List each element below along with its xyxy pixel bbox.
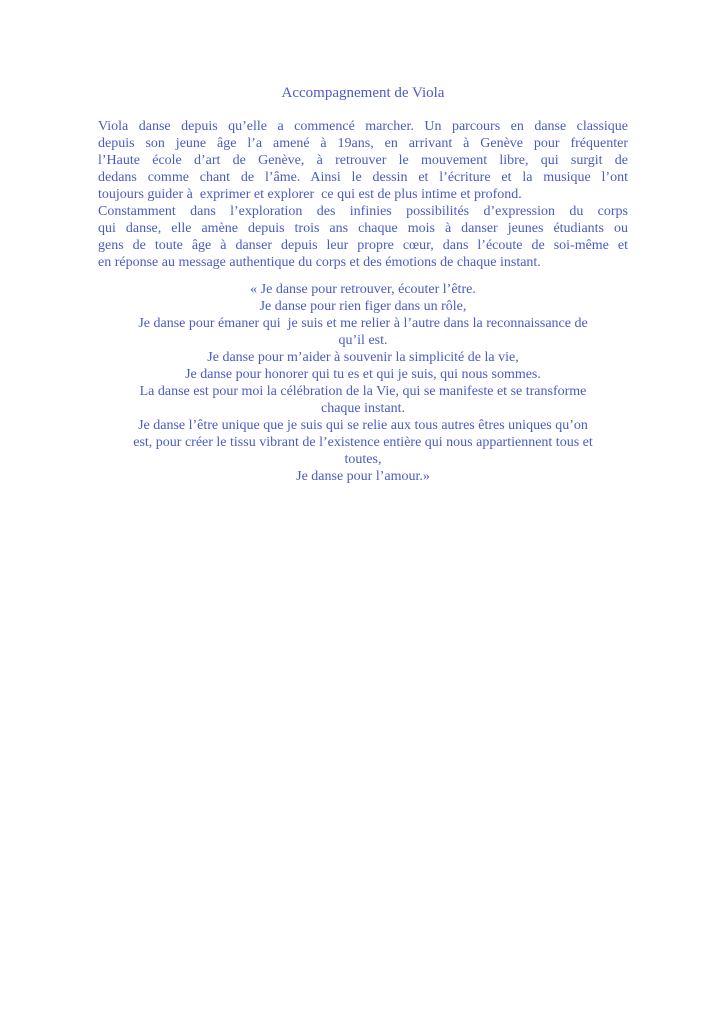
- intro-paragraph-2: [98, 203, 628, 271]
- page-title: Accompagnement de Viola: [281, 85, 445, 101]
- text-line: qu’il est.: [338, 333, 388, 348]
- text-line: Viola danse depuis qu’elle a commencé marcher. Un parcours en danse classique: [98, 119, 628, 134]
- text-line: chaque instant.: [321, 401, 405, 416]
- text-line: toujours guider à exprimer et explorer ce qui est de plus intime et profond.: [98, 187, 522, 202]
- text-line: Je danse pour l’amour.»: [296, 469, 430, 484]
- text-line: Constamment dans l’exploration des infinies possibilités d’expression du corps: [98, 204, 628, 219]
- text-line: qui danse, elle amène depuis trois ans chaque mois à danser jeunes étudiants ou: [98, 221, 628, 236]
- text-line: Je danse pour rien figer dans un rôle,: [259, 299, 467, 314]
- document-body: [98, 118, 628, 485]
- text-line: dedans comme chant de l’âme. Ainsi le dessin et l’écriture et la musique l’ont: [98, 170, 628, 185]
- text-line: depuis son jeune âge l’a amené à 19ans, en arrivant à Genève pour fréquenter: [98, 136, 628, 151]
- text-line: Je danse pour m’aider à souvenir la simplicité de la vie,: [207, 350, 519, 365]
- intro-paragraph-1: [98, 118, 628, 203]
- text-line: gens de toute âge à danser depuis leur propre cœur, dans l’écoute de soi-même et: [98, 238, 628, 253]
- text-line: Je danse pour honorer qui tu es et qui je suis, qui nous sommes.: [185, 367, 541, 382]
- text-line: l’Haute école d’art de Genève, à retrouver le mouvement libre, qui surgit de: [98, 153, 628, 168]
- text-line: est, pour créer le tissu vibrant de l’existence entière qui nous appartiennent tous et: [133, 435, 593, 450]
- text-line: en réponse au message authentique du corps et des émotions de chaque instant.: [98, 255, 541, 270]
- text-line: La danse est pour moi la célébration de la Vie, qui se manifeste et se transforme: [139, 384, 587, 399]
- text-line: toutes,: [344, 452, 382, 467]
- text-line: Je danse pour émaner qui je suis et me relier à l’autre dans la reconnaissance de: [138, 316, 588, 331]
- dance-poem-quote: [98, 281, 628, 485]
- text-block: [98, 85, 628, 485]
- text-line: Je danse l’être unique que je suis qui se relie aux tous autres êtres uniques qu’on: [138, 418, 588, 433]
- text-line: « Je danse pour retrouver, écouter l’être.: [250, 282, 476, 297]
